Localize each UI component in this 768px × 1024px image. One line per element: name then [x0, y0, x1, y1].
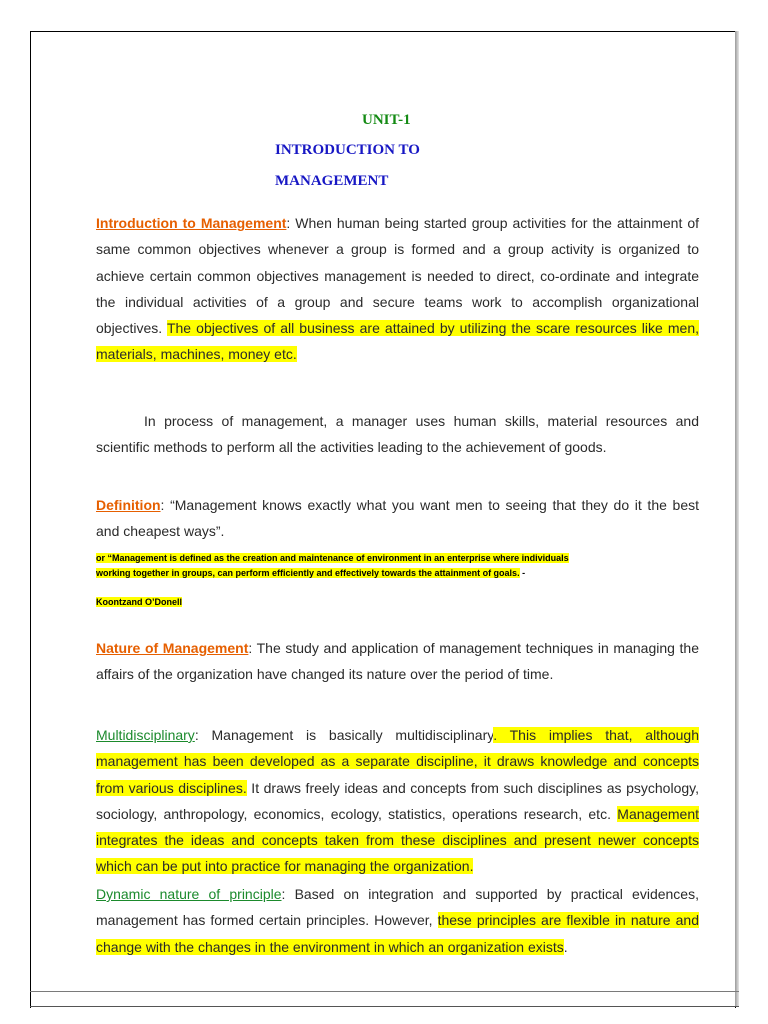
nature-heading: Nature of Management [96, 640, 249, 656]
unit-title: UNIT-1 [362, 112, 411, 128]
dynamic-body1: : Based on integration and supported by practical evidences, management has formed certain principles. However, [96, 886, 699, 929]
chapter-title-line2: MANAGEMENT [275, 173, 389, 189]
intro-body: When human being started group activities for the attainment of same common objectives whenever a group is formed and a group activity is organized to achieve certain common objectives management is needed to direct, co-ordinate and integrate the individual activities of a group and secure teams work to accomplish organizational objectives. [96, 215, 699, 337]
definition-body: : “Management knows exactly what you want men to seeing that they do it the best and cheapest ways”. [96, 497, 699, 540]
nature-body: : The study and application of management techniques in managing the affairs of the organization have changed its nature over the period of time. [96, 640, 699, 683]
multidisciplinary-highlight1: . This implies that, although management has been developed as a separate discipline, it draws knowledge and concepts from various disciplines. [96, 727, 699, 796]
quote-line1: or “Management is defined as the creation and maintenance of environment in an enterprise where individuals [96, 553, 569, 563]
quote-line2: working together in groups, can perform efficiently and effectively towards the attainment of goals. [96, 568, 520, 578]
multidisciplinary-paragraph [96, 722, 699, 880]
quote-dash: - [519, 568, 526, 578]
definition-heading: Definition [96, 497, 161, 513]
dynamic-highlight: these principles are flexible in nature and change with the changes in the environment in which an organization exists [96, 912, 699, 955]
dynamic-end: . [563, 938, 568, 955]
definition-paragraph [96, 492, 699, 545]
dynamic-paragraph [96, 881, 699, 960]
multidisciplinary-heading: Multidisciplinary [96, 727, 195, 743]
page-edge-shadow [735, 31, 739, 1007]
multidisciplinary-body2: It draws freely ideas and concepts from such disciplines as psychology, sociology, anthropology, economics, ecology, statistics, operations research, etc. [96, 779, 699, 822]
intro-paragraph [96, 210, 699, 368]
nature-paragraph [96, 635, 699, 688]
intro-highlight: The objectives of all business are attained by utilizing the scare resources like men, materials, machines, money etc. [96, 320, 699, 363]
chapter-title-line1: INTRODUCTION TO [275, 142, 420, 158]
definition-quote [96, 551, 706, 581]
quote-attribution: Koontzand O’Donell [96, 597, 182, 607]
multidisciplinary-body1: : Management is basically multidisciplinary [194, 727, 494, 743]
page-bottom-border [30, 1006, 739, 1007]
quote-attribution-block [96, 596, 182, 608]
multidisciplinary-highlight2: Management integrates the ideas and concepts taken from these disciplines and present newer concepts which can be put into practice for managing the organization. [96, 805, 699, 875]
intro-sep: : [286, 215, 291, 231]
page-bottom-rule [30, 991, 739, 992]
dynamic-heading: Dynamic nature of principle [96, 886, 282, 902]
intro-heading: Introduction to Management [96, 215, 287, 231]
process-paragraph: In process of management, a manager uses human skills, material resources and scientific methods to perform all the activities leading to the achievement of goods. [96, 413, 699, 456]
